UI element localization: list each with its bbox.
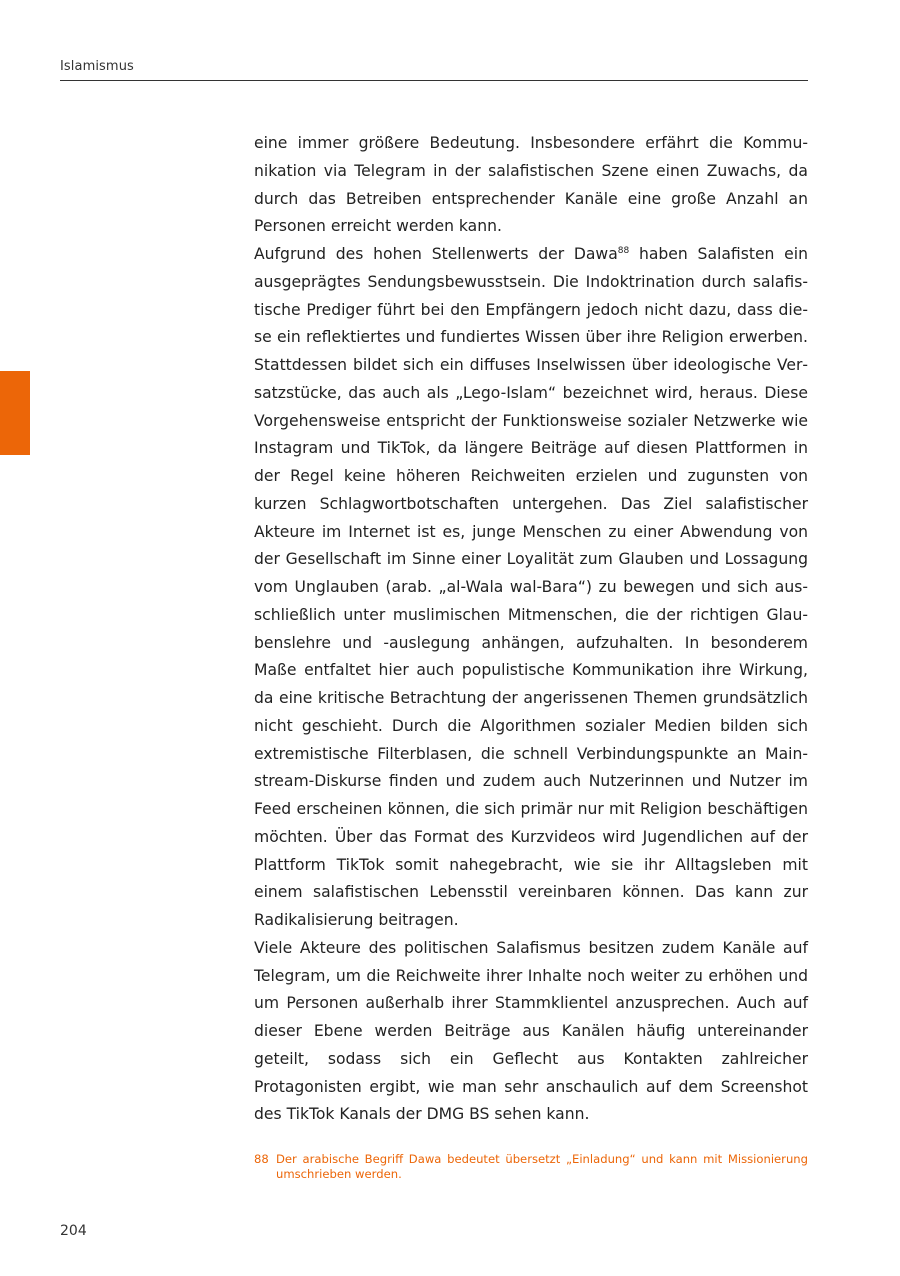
footnote-reference: 88 — [617, 246, 630, 256]
body-text — [254, 130, 808, 1129]
header-rule — [60, 80, 808, 81]
paragraph-3: Viele Akteure des politischen Salafismus besitzen zudem Kanäle auf Telegram, um die Reichweite ihrer Inhalte noch weiter zu erhöhen und um Personen außerhalb ihrer Stammklientel anzusprechen. Auch auf dieser Ebene werden Beiträge aus Kanälen häufig untereinander geteilt, sodass sich ein Geflecht aus Kontakten zahlreicher Protagonisten ergibt, wie man sehr anschaulich auf dem Screenshot des TikTok Kanals der DMG BS sehen kann. — [254, 938, 808, 1124]
paragraph-2 — [254, 241, 808, 935]
running-header: Islamismus — [60, 59, 134, 74]
paragraph-2-start: Aufgrund des hohen Stellenwerts der Dawa — [254, 245, 618, 263]
paragraph-1: eine immer größere Bedeutung. Insbesondere erfährt die Kommunikation via Telegram in der salafistischen Szene einen Zuwachs, da durch das Betreiben entsprechender Kanäle eine große Anzahl an Personen erreicht werden kann. — [254, 134, 808, 236]
footnote — [254, 1152, 808, 1182]
page-number: 204 — [60, 1223, 87, 1239]
section-marker-tab — [0, 371, 30, 455]
paragraph-2-rest: haben Salafisten ein ausgeprägtes Sendungsbewusstsein. Die Indoktrination durch salafistische Prediger führt bei den Empfängern jedoch nicht dazu, dass diese ein reflektiertes und fundiertes Wissen über ihre Religion erwerben. Stattdessen bildet sich ein diffuses Inselwissen über ideologische Versatzstücke, das auch als „Lego-Islam“ bezeichnet wird, heraus. Diese Vorgehensweise entspricht der Funktionsweise sozialer Netzwerke wie Instagram und TikTok, da längere Beiträge auf diesen Plattformen in der Regel keine höheren Reichweiten erzielen und zugunsten von kurzen Schlagwortbotschaften untergehen. Das Ziel salafistischer Akteure im Internet ist es, junge Menschen zu einer Abwendung von der Gesellschaft im Sinne einer Loyalität zum Glauben und Lossagung vom Unglauben (arab. „al-Wala wal-Bara“) zu bewegen und sich ausschließlich unter muslimischen Mitmenschen, die der richtigen Glaubenslehre und -auslegung anhängen, aufzuhalten. In besonderem Maße entfaltet hier auch populistische Kommunikation ihre Wirkung, da eine kritische Betrachtung der angerissenen Themen grundsätzlich nicht geschieht. Durch die Algorithmen sozialer Medien bilden sich extremistische Filterblasen, die schnell Verbindungspunkte an Mainstream-Diskurse finden und zudem auch Nutzerinnen und Nutzer im Feed erscheinen können, die sich primär nur mit Religion beschäftigen möchten. Über das Format des Kurzvideos wird Jugendlichen auf der Plattform TikTok somit nahegebracht, wie sie ihr Alltagsleben mit einem salafistischen Lebensstil vereinbaren können. Das kann zur Radikalisierung beitragen. — [254, 245, 808, 929]
footnote-text: Der arabische Begriff Dawa bedeutet übersetzt „Einladung“ und kann mit Missionierung umschrieben werden. — [276, 1152, 808, 1181]
footnote-number: 88 — [254, 1152, 269, 1166]
